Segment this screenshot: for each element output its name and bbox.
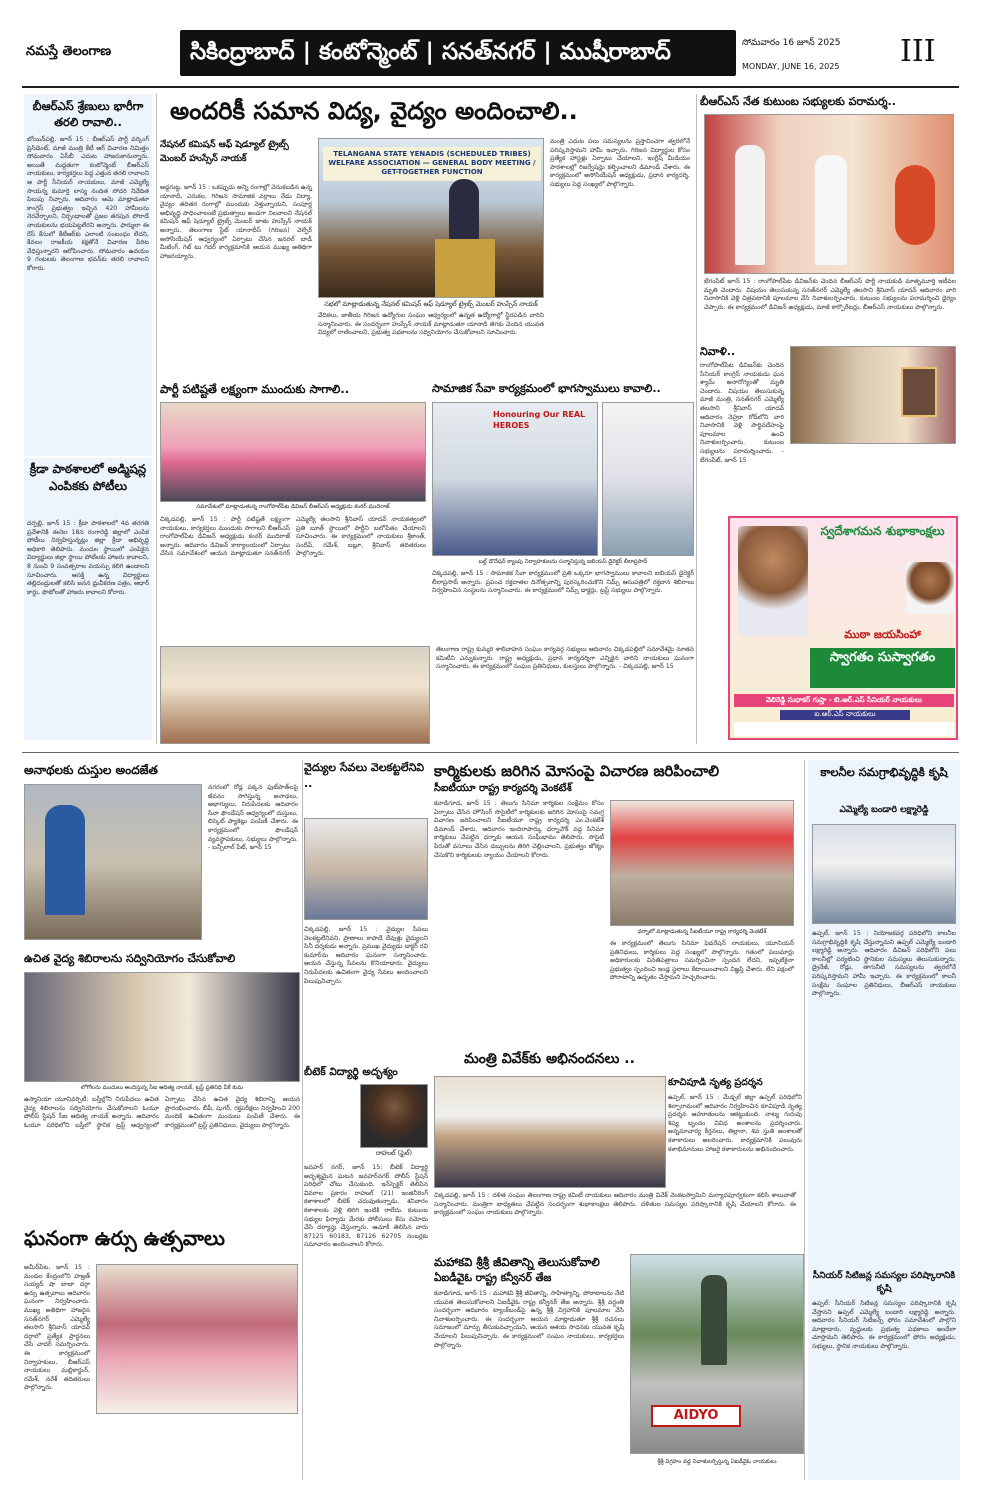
srisri-statue-photo xyxy=(630,1254,804,1454)
lead-body-col1: అడ్డగుట్ట, జూన్ 15 : ఒకప్పుడు అన్ని రంగాల్లో వెనుకబడిన ఉన్న యానాదీ, ఎరుకల, గిరిజన సామాజిక వర్గాలు నేడు విద్యా, వైద్యం తదితర రంగాల్లో ముందుకు వెళ్తున్నాయని, సంపూర్ణ అభివృద్ధి సాధించాలంటే ప్రభుత్వాలు అండగా నిలవాలని నేషనల్ కమిషన్ ఆఫ్ షెడ్యూల్ ట్రైబ్స్ మెంబర్ జాతు హుస్సేన్ నాయక్ అన్నారు. తెలంగాణ స్టేట్ యానాదీస్ (గిరిజన) వెల్ఫేర్ అసోసియేషన్ ఆధ్వర్యంలో ఏర్పాటు చేసిన జనరల్ బాడీ మీటింగ్, గెట్ టు గెదర్ కార్యక్రమానికి ఆయన ముఖ్య అతిథిగా హాజరయ్యారు. xyxy=(160,184,312,260)
social-service-article xyxy=(432,380,694,640)
article-body: బేగంపేట్ జూన్ 15 : రాంగోపాల్‌పేట డివిజన్‌కు చెందిన బీఆర్ఎస్ పార్టీ నాయకుడి మాతృమూర్తి ఇటీవల మృతి చెందారు. విషయం తెలుసుకున్న సనత్‌నగర్ ఎమ్మెల్యే తలసాని శ్రీనివాస్ యాదవ్ ఆదివారం వారి నివాసానికి వెళ్లి చిత్రపటానికి పూలమాల వేసి నివాళులర్పించారు. కుటుంబ సభ్యులను పరామర్శించి ధైర్యం చెప్పారు. ఈ కార్యక్రమంలో డివిజన్ అధ్యక్షుడు, మాజీ కార్పొరేటర్లు, బీఆర్ఎస్ నాయకులు పాల్గొన్నారు. xyxy=(704,278,956,311)
party-photo-caption: సమావేశంలో మాట్లాడుతున్న రాంగోపాల్‌పేట డివిజన్ బీఆర్ఎస్ అధ్యక్షుడు కంఠర్ ముదిరాజ్ xyxy=(160,503,426,512)
statue xyxy=(701,1275,727,1365)
subhead: సీఐటీయూ రాష్ట్ర కార్యదర్శి వెంకటేశ్ xyxy=(434,783,572,794)
garland xyxy=(895,165,935,245)
article-body-col2: ఈ కార్యక్రమంలో తెలుగు సినిమా ఫెడరేషన్ నాయకులు, యూనియన్ ప్రతినిధులు, కార్మికులు పెద్ద సంఖ్యలో పాల్గొన్నారు. గతంలో పలుమార్లు అధికారులకు వినతిపత్రాలు సమర్పించినా స్పందన లేదని, ఇప్పటికైనా ప్రభుత్వం స్పందించి ఇండ్ల స్థలాలు కేటాయించాలని విజ్ఞప్తి చేశారు. లేని పక్షంలో పోరాటాన్ని ఉధృతం చేస్తామని హెచ్చరించారు. xyxy=(610,940,794,982)
medical-camp-photo xyxy=(24,972,300,1082)
column-rule xyxy=(696,94,697,744)
date-english: MONDAY, JUNE 16, 2025 xyxy=(742,62,840,71)
lead-subhead: నేషనల్ కమిషన్ ఆఫ్ షెడ్యూల్ ట్రైబ్స్ మెంబర్ హుస్సేన్ నాయక్ xyxy=(160,140,289,164)
ad-person-photo xyxy=(738,526,808,636)
volunteer-figure xyxy=(45,805,85,915)
person-center xyxy=(815,155,847,265)
kuchipudi-article xyxy=(668,1076,804,1246)
welcome-ad xyxy=(728,516,958,740)
banner-real-heroes: Honouring Our REAL HEROES xyxy=(493,410,586,430)
headline: బీఆర్ఎస్ శ్రేణులు భారీగా తరలి రావాలి.. xyxy=(32,99,144,129)
headline: బీటెక్ విద్యార్థి అదృశ్యం xyxy=(304,1066,398,1078)
sangham-body: తెలంగాణ రాష్ట్ర కుమ్మరి శాలివాహన సంఘం కార్యవర్గ సభ్యులు ఆదివారం చిక్కడపల్లిలో సమావేశమై నూతన కమిటీని ఎన్నుకున్నారు. రాష్ట్ర అధ్యక్షుడు, ప్రధాన కార్యదర్శిగా ఎన్నికైన వారిని నాయకులు ఘనంగా సన్మానించారు. ఈ కార్యక్రమంలో సంఘం ప్రతినిధులు, కులస్తులు పాల్గొన్నారు. - చిక్కడపల్లి, జూన్ 15 xyxy=(436,646,694,671)
headline: కార్మికులకు జరిగిన మోసంపై విచారణ జరిపించాలి xyxy=(434,762,720,780)
ad-name: ముఠా జయసింహా xyxy=(844,628,921,641)
tribute-portrait xyxy=(901,367,937,417)
sangham-photo xyxy=(160,646,430,744)
column-rule xyxy=(302,760,303,1480)
column-rule xyxy=(156,94,157,744)
event-banner: TELANGANA STATE YENADIS (SCHEDULED TRIBES) WELFARE ASSOCIATION — GENERAL BODY MEETING / GET-TOGETHER FUNCTION xyxy=(323,147,541,181)
party-photo xyxy=(160,402,426,502)
brs-flags-article xyxy=(24,94,152,456)
workers-photo xyxy=(610,800,794,926)
social-photo-caption: బల్డ్ డొనేషన్ క్యాంపు నిర్వాహకులను సన్మానిస్తున్న ఐబియస్ డైరెక్టర్ లీలాప్రసాద్ xyxy=(432,558,694,567)
clothes-distribution-article xyxy=(24,760,300,946)
headline: ఘనంగా ఉర్సు ఉత్సవాలు xyxy=(24,1226,225,1250)
article-body: ఉస్మానియా యూనివర్సిటీ: బస్తీల్లోని నిరుపేదలు ఉచిత వైద్య శిబిరాలను సద్వినియోగం చేసుకోవాలని ఓయూ పోలీస్ స్టేషన్ సీఐ ఆదిత్య నాయక్ అన్నారు. ఆదివారం ఓయూ పరిధిలోని బస్తీలో స్థానిక ట్రస్ట్ ఆధ్వర్యంలో ఏర్పాటు చేసిన ఉచిత వైద్య శిబిరాన్ని ఆయన ప్రారంభించారు. బీపీ, షుగర్, రక్తపరీక్షలు నిర్వహించి 200 మందికి ఉచితంగా మందులు పంపిణీ చేశారు. ఈ కార్యక్రమంలో ట్రస్ట్ ప్రతినిధులు, వైద్యులు పాల్గొన్నారు. xyxy=(24,1096,300,1129)
urs-article xyxy=(24,1224,300,1480)
lead-body-col2: వేదికలు, జాతీయ గిరిజన ఉద్యోగుల సంఘం ఆధ్వర్యంలో ఉన్నత ఉద్యోగాల్లో స్థిరపడిన వారిని సన్మానించారు. ఈ సందర్భంగా హుస్సేన్ నాయక్ మాట్లాడుతూ యానాదీ తెగకు చెందిన యువత విద్యలో రాణించాలని, ప్రభుత్వ పథకాలను సద్వినియోగం చేసుకోవాలని సూచించారు. xyxy=(318,312,544,337)
colony-development-article xyxy=(808,760,960,1480)
srisri-article xyxy=(434,1254,804,1480)
article-body: రాంగోపాల్‌పేట డివిజన్‌కు చెందిన సీనియర్ కాంగ్రెస్ నాయకుడు ఘన శ్యామ్ అనారోగ్యంతో మృతి చెందారు. విషయం తెలుసుకున్న మాజీ మంత్రి, సనత్‌నగర్ ఎమ్మెల్యే తలసాని శ్రీనివాస్ యాదవ్ ఆదివారం నెహ్రూ రోడ్‌లోని వారి నివాసానికి వెళ్లి పార్థివదేహంపై పూలమాల ఉంచి నివాళులర్పించారు. కుటుంబ సభ్యులను పరామర్శించారు. - బేగంపేట్, జూన్ 15 xyxy=(700,362,784,464)
headline: మంత్రి వివేక్‌కు అభినందనలు .. xyxy=(464,1051,635,1067)
doctors-service-article xyxy=(304,760,430,1060)
article-body: చిక్కడపల్లి, జూన్ 15 : పార్టీ పటిష్టతే లక్ష్యంగా నాయకులు, కార్యకర్తలు ముందుకు సాగాలని బీఆర్ఎస్ రాంగోపాల్‌పేట డివిజన్ అధ్యక్షుడు కంఠర్ ముదిరాజ్ అన్నారు. ఆదివారం డివిజన్ కార్యాలయంలో ఏర్పాటు చేసిన సమావేశంలో ఆయన మాట్లాడుతూ సనత్‌నగర్ ఎమ్మెల్యే తలసాని శ్రీనివాస్ యాదవ్ నాయకత్వంలో ప్రతి బూత్ స్థాయిలో పార్టీని బలోపేతం చేయాలని సూచించారు. ఈ కార్యక్రమంలో నాయకులు శ్రీకాంత్, సందీప్, రమేశ్, బబ్లూ, శ్రీనివాస్ తదితరులు పాల్గొన్నారు. xyxy=(160,516,426,558)
tribute-body-continued xyxy=(700,448,956,502)
ad-names-strip xyxy=(734,722,954,736)
lead-body-col3: మంత్రి ఎదుట పలు సమస్యలను ప్రస్తావించగా త్వరలోనే పరిష్కరిస్తామని హామీ ఇచ్చారు. గిరిజన విద్యార్థుల కోసం ప్రత్యేక హాస్టళ్లు ఏర్పాటు చేయాలని, ఇంగ్లీష్ మీడియం పాఠశాలల్లో రిజర్వేషన్లు కల్పించాలని డిమాండ్ చేశారు. ఈ కార్యక్రమంలో అసోసియేషన్ అధ్యక్షుడు, ప్రధాన కార్యదర్శి, సభ్యులు పెద్ద సంఖ్యలో పాల్గొన్నారు. xyxy=(550,138,690,188)
aidyo-banner: AIDYO xyxy=(651,1405,741,1427)
person-left xyxy=(735,145,765,265)
article-body: నగరంలో రోడ్ల పక్కన ఫుట్‌పాత్‌లపై జీవనం సాగిస్తున్న అనాథలు, అభాగ్యులు, నిరుపేదలకు ఆదివారం సేవా ఫౌండేషన్ ఆధ్వర్యంలో దుస్తులు, బిస్కెట్ ప్యాకెట్లు పంపిణీ చేశారు. ఈ కార్యక్రమంలో ఫౌండేషన్ వ్యవస్థాపకులు, సభ్యులు పాల్గొన్నారు. - బన్సీలాల్ పేట్, జూన్ 15 xyxy=(208,784,298,852)
article-body: దర్పల్లి, జూన్ 15 : క్రీడా పాఠశాలలో 4వ తరగతి ప్రవేశానికి ఈనెల 18న రంగారెడ్డి జిల్లాలో ఎంపిక పోటీలు నిర్వహిస్తున్నట్లు జిల్లా క్రీడా అభివృద్ధి అధికారి తెలిపారు. మండల స్థాయిలో ఎంపికైన విద్యార్థులు జిల్లా స్థాయి పోటీలకు హాజరు కావాలని, 8 నుంచి 9 సంవత్సరాల వయస్సు కలిగి ఉండాలని సూచించారు. ఆసక్తి ఉన్న విద్యార్థులు తల్లిదండ్రులతో కలిసి జనన ధ్రువీకరణ పత్రం, ఆధార్ కార్డు, ఫొటోలతో హాజరు కావాలని కోరారు. xyxy=(27,520,149,596)
headline: ఉచిత వైద్య శిబిరాలను సద్వినియోగం చేసుకోవాలి xyxy=(24,952,236,965)
headline: పార్టీ పటిష్టతే లక్ష్యంగా ముందుకు సాగాలి.. xyxy=(160,382,350,396)
ad-welcome: స్వాగతం సుస్వాగతం xyxy=(810,648,955,688)
student-photo xyxy=(360,1084,428,1148)
article-body: చిక్కడపల్లి, జూన్ 15 : వైద్యుల సేవలు వెలకట్టలేనివని, ప్రాణాలు కాపాడే దేవుళ్లు వైద్యులని సినీ దర్శకుడు అన్నారు. ప్రముఖ వైద్యుడు డాక్టర్ రవి కుమార్‌ను ఆదివారం ఘనంగా సన్మానించారు. ఆయన చేస్తున్న సేవలను కొనియాడారు. వైద్యులు నిరుపేదలకు ఉచితంగా వైద్య సేవలు అందించాలని పిలుపునిచ్చారు. xyxy=(304,926,428,985)
headline: వైద్యుల సేవలు వెలకట్టలేనివి .. xyxy=(304,761,425,790)
article-body: ఉప్పల్, జూన్ 15 : మేడ్చల్ జిల్లా ఉప్పల్ పరిధిలోని శిల్పారామంలో ఆదివారం నిర్వహించిన కూచిపూడి నృత్య ప్రదర్శన ఆహూతులను ఆకట్టుకుంది. నాట్య గురువు శిష్య బృందం వివిధ అంశాలను ప్రదర్శించారు. అన్నమాచార్య కీర్తనలు, తిల్లానా, శివ స్తుతి అంశాలతో కళాకారులు అలరించారు. కార్యక్రమానికి పలువురు కళాభిమానులు హాజరై కళాకారులను అభినందించారు. xyxy=(668,1094,802,1153)
ad-person-photo-2 xyxy=(906,562,954,614)
date-telugu: సోమవారం 16 జూన్ 2025 xyxy=(742,38,841,48)
tribute-photo xyxy=(790,346,956,444)
section-divider xyxy=(22,752,959,753)
clothes-photo xyxy=(24,784,202,940)
workers-photo-caption: ధర్నాలో మాట్లాడుతున్న సీఐటీయూ రాష్ట్ర కార్యదర్శి వెంకటేశ్ xyxy=(610,928,794,937)
paper-name: నమస్తే తెలంగాణ xyxy=(26,44,112,59)
headline: కూచిపూడి నృత్య ప్రదర్శన xyxy=(668,1077,763,1088)
article-body: జవహర్ నగర్, జూన్ 15: బీటెక్ విద్యార్థి అదృశ్యమైన ఘటన జవహర్‌నగర్ పోలీస్ స్టేషన్ పరిధిలో చోటు చేసుకుంది. ఇన్‌స్పెక్టర్ తెలిపిన వివరాల ప్రకారం రాహుల్ (21) ఇంజినీరింగ్ కళాశాలలో బీటెక్ చదువుతున్నాడు. శనివారం కళాశాలకు వెళ్లి తిరిగి ఇంటికి రాలేదు. కుటుంబ సభ్యుల ఫిర్యాదు మేరకు పోలీసులు కేసు నమోదు చేసి దర్యాప్తు చేస్తున్నారు. ఆచూకీ తెలిసిన వారు 87125 60183, 87126 62705 నంబర్లకు సమాచారం అందించాలని కోరారు. xyxy=(304,1164,428,1249)
party-loyalty-article xyxy=(160,380,426,640)
mla-photo xyxy=(812,824,956,924)
zone-title: సికింద్రాబాద్ | కంటోన్మెంట్ | సనత్‌నగర్ | ముషీరాబాద్ xyxy=(190,39,671,65)
headline: నివాళి.. xyxy=(700,345,736,358)
lead-headline: అందరికీ సమాన విద్య, వైద్యం అందించాలి.. xyxy=(170,97,578,125)
masthead xyxy=(0,0,981,86)
ad-sponsor: వెలిరెడ్డి సుధాకర్ గుప్తా - బి.ఆర్.ఎస్ సీనియర్ నాయకులు xyxy=(734,694,954,707)
headline: అనాథలకు దుస్తుల అందజేత xyxy=(24,763,158,777)
workers-fraud-article xyxy=(434,760,796,1044)
lead-photo xyxy=(318,138,544,298)
urs-photo xyxy=(96,1264,298,1414)
sub2-headline: సీనియర్ సిటిజన్ల సమస్యల పరిష్కారానికి కృషి xyxy=(812,1271,956,1294)
lead-photo-caption: సభలో మాట్లాడుతున్న నేషనల్ కమిషన్ ఆఫ్ షెడ్యూల్ ట్రైబ్స్ మెంబర్ హుస్సేన్ నాయక్ xyxy=(318,300,544,309)
family-consolation-article xyxy=(700,94,960,340)
consolation-photo xyxy=(704,114,954,274)
tribute-article xyxy=(700,344,960,504)
doctors-photo xyxy=(304,818,428,920)
headline: కాలనీల సమగ్రాభివృద్ధికి కృషి xyxy=(820,765,948,779)
free-medical-camp-article xyxy=(24,950,300,1212)
zone-title-box xyxy=(180,30,736,76)
medical-camp-caption: లోగోలను మందులు అందిస్తున్న సీఐ ఆదిత్య నాయక్, ట్రస్ట్ ప్రతినిధి వీకే కుమ xyxy=(24,1084,300,1093)
article-body: చిక్కడపల్లి, జూన్ 15 : దళిత సంఘం తెలంగాణ రాష్ట్ర కమిటీ నాయకులు ఆదివారం మంత్రి వివేక్ వెంకటస్వామిని మర్యాదపూర్వకంగా కలిసి శాలువాతో సన్మానించారు. మంత్రిగా బాధ్యతలు చేపట్టిన సందర్భంగా శుభాకాంక్షలు తెలిపారు. దళితుల సమస్యల పరిష్కారానికి కృషి చేయాలని కోరారు. ఈ కార్యక్రమంలో సంఘం నాయకులు పాల్గొన్నారు. xyxy=(434,1192,796,1217)
headline: క్రీడా పాఠశాలలో అడ్మిషన్ల ఎంపికకు పోటీలు xyxy=(29,462,147,493)
minister-photo xyxy=(434,1076,666,1188)
article-body: బోయిన్‌పల్లి, జూన్ 15 : బీఆర్ఎస్ పార్టీ వర్కింగ్ ప్రెసిడెంట్, మాజీ మంత్రి కేటీ ఆర్ విచారణ నిమిత్తం సోమవారం ఏసీబీ ఎదుట హాజరుకానున్నారు. అయితే మద్దతుగా కంటోన్మెంట్ బీఆర్ఎస్ నాయకులు, కార్యకర్తలు పెద్ద ఎత్తున తరలి రావాలని ఆ పార్టీ సీనియర్ నాయకులు, మాజీ ఎమ్మెల్యే సాయన్న కుమార్తె లాస్య నందిత సోదరి నివేదిత పిలుపు నిచ్చారు. ఆదివారం ఆమె మాట్లాడుతూ కాంగ్రెస్ ప్రభుత్వం ఇచ్చిన 420 హామీలను నెరవేర్చాలని, నిర్బంధాలతో ప్రజల తరపున పోరాడే నాయకులను భయపెట్టలేరని అన్నారు. ఫార్ములా ఈ రేస్ కేసులో కేటీఆర్‌కు ఎలాంటి సంబంధం లేదని, కేవలం రాజకీయ కక్షతోనే విచారణ పేరిట వేధిస్తున్నారని ఆరోపించారు. సోమవారం ఉదయం 9 గంటలకు తెలంగాణ భవన్‌కు తరలి రావాలని కోరారు. xyxy=(27,136,149,272)
article-body: చిక్కడపల్లి, జూన్ 15 : సామాజిక సేవా కార్యక్రమంలో ప్రతి ఒక్కరూ భాగస్వాములు కావాలని ఐబియస్ డైరెక్టర్ లీలాప్రసాద్ అన్నారు. ప్రపంచ రక్తదాతల దినోత్సవాన్ని పురస్కరించుకొని నిమ్స్ ఆసుపత్రిలో రక్తదాన శిబిరాలు నిర్వహించిన సంస్థలను సన్మానించారు. ఈ కార్యక్రమంలో నిమ్స్ డాక్టర్లు, ట్రస్ట్ సభ్యులు పాల్గొన్నారు. xyxy=(432,570,694,595)
urs-body-continued xyxy=(96,1418,298,1478)
social-photo-right xyxy=(602,402,694,556)
srisri-photo-caption: శ్రీశ్రీ విగ్రహం వద్ద నివాళులర్పిస్తున్న ఏఐడీవైఓ నాయకులు xyxy=(630,1458,804,1467)
ad-top-line: స్వదేశాగమన శుభాకాంక్షలు xyxy=(820,524,945,538)
headline: మహాకవి శ్రీశ్రీ జీవితాన్ని తెలుసుకోవాలి xyxy=(434,1255,600,1269)
article-body: ఉప్పల్, జూన్ 15 : నియోజకవర్గ పరిధిలోని కాలనీల సమగ్రాభివృద్ధికి కృషి చేస్తున్నామని ఉప్పల్ ఎమ్మెల్యే బండారి లక్ష్మారెడ్డి అన్నారు. ఆదివారం డివిజన్ పరిధిలోని పలు కాలనీల్లో పర్యటించి స్థానికుల సమస్యలు తెలుసుకున్నారు. డ్రైనేజీ, రోడ్లు, తాగునీటి సమస్యలను త్వరలోనే పరిష్కరిస్తామని హామీ ఇచ్చారు. ఈ కార్యక్రమంలో కాలనీ సంక్షేమ సంఘాల ప్రతినిధులు, బీఆర్ఎస్ నాయకులు పాల్గొన్నారు. xyxy=(812,930,956,998)
subhead: ఏఐడీవైఓ రాష్ట్ర కన్వీనర్ తేజ xyxy=(434,1272,552,1284)
page-number: III xyxy=(900,34,936,69)
headline: బీఆర్ఎస్ నేత కుటుంబ సభ్యులకు పరామర్శ.. xyxy=(700,95,896,108)
student-photo-caption: రాహుల్ (ఫైల్) xyxy=(360,1149,428,1158)
sports-school-article xyxy=(24,458,152,740)
article-body-col1: కవాడిగూడ, జూన్ 15 : తెలుగు సినిమా కార్మికుల సంక్షేమం కోసం ఏర్పాటు చేసిన హౌసింగ్ సొసైటీలో కార్మికులకు జరిగిన మోసంపై సమగ్ర విచారణ జరిపించాలని సీఐటీయూ రాష్ట్ర కార్యదర్శి ఎం.వెంకటేశ్ డిమాండ్ చేశారు. ఆదివారం ఇందిరాపార్కు ధర్నాచౌక్ వద్ద సినిమా కార్మికులు చేపట్టిన ధర్నాకు ఆయన సంఘీభావం తెలిపారు. సొసైటీ పేరుతో వసూలు చేసిన డబ్బులను తిరిగి చెల్లించాలని, ప్రభుత్వం జోక్యం చేసుకొని కార్మికులకు న్యాయం చేయాలని కోరారు. xyxy=(434,800,604,859)
btech-student-article xyxy=(304,1064,430,1480)
article-body: అమీర్‌పేట, జూన్ 15 : మండల కేంద్రంలోని హజ్రత్ సయ్యద్ షా బాబా దర్గా ఉర్సు ఉత్సవాలు ఆదివారం ఘనంగా నిర్వహించారు. ముఖ్య అతిథిగా హాజరైన సనత్‌నగర్ ఎమ్మెల్యే తలసాని శ్రీనివాస్ యాదవ్ దర్గాలో ప్రత్యేక ప్రార్థనలు చేసి చాదర్ సమర్పించారు. ఈ కార్యక్రమంలో నిర్వాహకులు, బీఆర్ఎస్ నాయకులు మల్లికార్జున్, రమేశ్, నరేశ్ తదితరులు పాల్గొన్నారు. xyxy=(24,1264,90,1392)
headline: సామాజిక సేవా కార్యక్రమంలో భాగస్వాములు కావాలి.. xyxy=(432,382,661,395)
masthead-rule xyxy=(22,86,959,88)
social-photo-left xyxy=(432,402,598,556)
ad-footer: ఐ.ఆర్.ఎస్ నాయకులు xyxy=(780,710,910,720)
lead-article xyxy=(160,94,692,376)
column-rule xyxy=(804,760,805,1480)
sub2-body: ఉప్పల్: సీనియర్ సిటిజన్ల సమస్యల పరిష్కారానికి కృషి చేస్తానని ఉప్పల్ ఎమ్మెల్యే బండారి లక్ష్మారెడ్డి అన్నారు. ఆదివారం సీనియర్ సిటిజన్స్ ఫోరం సమావేశంలో పాల్గొని మాట్లాడారు. వృద్ధులకు ప్రభుత్వ పథకాలు అందేలా చూస్తామని తెలిపారు. ఈ కార్యక్రమంలో ఫోరం అధ్యక్షుడు, సభ్యులు, స్థానిక నాయకులు పాల్గొన్నారు. xyxy=(812,1300,956,1350)
podium xyxy=(435,239,495,297)
article-body: కవాడిగూడ, జూన్ 15 : మహాకవి శ్రీశ్రీ జీవితాన్ని, సాహిత్యాన్ని, పోరాటాలను నేటి యువత తెలుసుకోవాలని ఏఐడీవైఓ రాష్ట్ర కన్వీనర్ తేజ అన్నారు. శ్రీశ్రీ వర్ధంతి సందర్భంగా ఆదివారం ట్యాంక్‌బండ్‌పై ఉన్న శ్రీశ్రీ విగ్రహానికి పూలమాల వేసి నివాళులర్పించారు. ఈ సందర్భంగా ఆయన మాట్లాడుతూ శ్రీశ్రీ రచనలు సమాజంలో మార్పు తీసుకువచ్చాయని, ఆయన ఆశయ సాధనకు యువత కృషి చేయాలని పిలుపునిచ్చారు. ఈ కార్యక్రమంలో సంఘం నాయకులు, కార్యకర్తలు పాల్గొన్నారు. xyxy=(434,1290,624,1349)
subhead: ఎమ్మెల్యే బండారి లక్ష్మారెడ్డి xyxy=(839,805,929,815)
